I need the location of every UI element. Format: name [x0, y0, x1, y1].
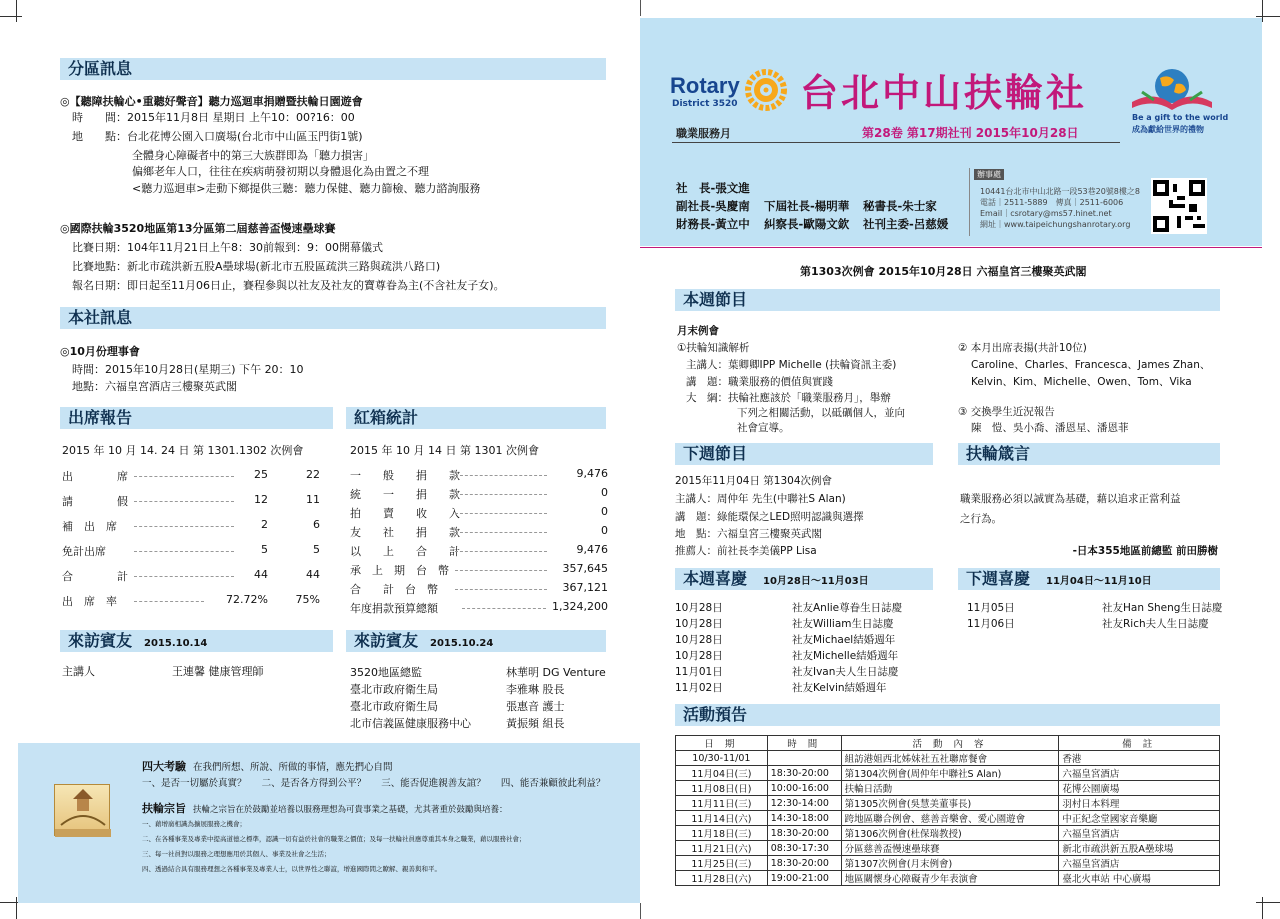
- red-box-label: 統 一 捐 款: [350, 488, 460, 501]
- this-week-outline: 大 綱：扶輪社應該於「職業服務月」，舉辦: [686, 392, 891, 404]
- attendance-value: 6: [313, 518, 320, 531]
- motto-author: -日本355地區前總監 前田勝樹: [1072, 545, 1218, 557]
- this-week-outline: 社會宣導。: [737, 422, 790, 434]
- schedule-note: 香港: [1059, 751, 1220, 766]
- honoree-names: Caroline、Charles、Francesca、James Zhan、: [971, 359, 1211, 371]
- event1-note: <聽力巡迴車>走動下鄉提供三聽：聽力保健、聽力篩檢、聽力諮詢服務: [132, 182, 481, 195]
- four-way-q1: 一、是否一切屬於真實？: [142, 778, 247, 789]
- schedule-note: 六福皇宮酒店: [1059, 826, 1220, 841]
- celebration-range: 10月28日～11月03日: [763, 576, 869, 587]
- motto-text: 職業服務必須以誠實為基礎，藉以追求正當利益: [960, 493, 1181, 505]
- four-way-q4: 四、能否兼顧彼此利益？: [500, 778, 606, 789]
- section-schedule: 活動預告: [675, 704, 1220, 726]
- schedule-date: 11月04日(三): [676, 766, 768, 781]
- attendance-value: 11: [306, 493, 320, 506]
- schedule-activity: 第1306次例會(杜保瑞教授): [841, 826, 1059, 841]
- schedule-time: 18:30-20:00: [767, 766, 841, 781]
- schedule-date: 11月28日(六): [676, 871, 768, 886]
- crop-mark: [16, 897, 17, 919]
- schedule-header: 日 期: [676, 736, 768, 751]
- celebration-text: 社友Michael結婚週年: [792, 634, 896, 646]
- event1-note: 偏鄉老年人口，往往在疾病萌發初期以身體退化為由置之不理: [132, 165, 429, 178]
- red-box-value: 367,121: [562, 581, 608, 594]
- crop-mark: [0, 16, 22, 17]
- section-district-news: 分區訊息: [60, 58, 606, 80]
- celebration-text: 社友William生日誌慶: [792, 618, 894, 630]
- officer-name: 糾察長-歐陽文欽: [764, 217, 850, 231]
- schedule-time: [767, 751, 841, 766]
- attendance-label: 請 假: [62, 495, 128, 508]
- celebration-date: 11月05日: [967, 602, 1015, 614]
- slogan-zh: 成為獻給世界的禮物: [1132, 125, 1204, 134]
- object-item: 一、藉增廣相識為擴展服務之機會；: [142, 820, 246, 828]
- section-red-box: 紅箱統計: [346, 407, 606, 429]
- celebration-title: 下週喜慶: [966, 569, 1031, 588]
- attendance-label: 補 出 席: [62, 520, 117, 533]
- celebration-text: 社友Ivan夫人生日誌慶: [792, 666, 899, 678]
- event1-note: 全體身心障礙者中的第三大族群即為「聽力損害」: [132, 149, 374, 162]
- this-week-speaker: 主講人：葉卿卿IPP Michelle (扶輪資訊主委): [686, 359, 897, 371]
- celebration-text: 社友Kelvin結婚週年: [792, 682, 887, 694]
- schedule-row: [676, 826, 1220, 841]
- object-text: 扶輪之宗旨在於鼓勵並培養以服務理想為可貴事業之基礎，尤其著重於鼓勵與培養：: [193, 805, 508, 815]
- officer-name: 下屆社長-楊明華: [764, 199, 850, 213]
- object-item: 三、每一社員對以服務之理想應用於其個人、事業及社會之生活；: [142, 850, 331, 858]
- attendance-value: 75%: [295, 593, 320, 606]
- club-news-heading: ◎10月份理事會: [60, 345, 140, 358]
- celebration-title: 本週喜慶: [683, 569, 748, 588]
- attendance-value: 12: [254, 493, 268, 506]
- meeting-line: 第1303次例會 2015年10月28日 六福皇宮三樓聚英武閣: [800, 265, 1087, 278]
- celebration-date: 10月28日: [675, 618, 723, 630]
- visitor-org: 3520地區總監: [350, 666, 422, 679]
- office-web: 網址｜www.taipeichungshanrotary.org: [980, 220, 1131, 229]
- exchange-students: 陳 愷、吳小喬、潘恩星、潘恩菲: [971, 422, 1129, 434]
- visitor-org: 北市信義區健康服務中心: [350, 717, 471, 730]
- visitor-org: 臺北市政府衛生局: [350, 700, 438, 713]
- office-label: 辦事處: [974, 169, 1004, 180]
- attendance-value: 5: [261, 543, 268, 556]
- red-box-label: 年度捐款預算總額: [350, 602, 438, 615]
- section-next-week: 下週節目: [675, 443, 933, 465]
- red-box-label: 友 社 捐 款: [350, 526, 460, 539]
- red-box-label: 合 計 台 幣: [350, 583, 438, 596]
- office-phone: 電話｜2511-5889 傳真｜2511-6006: [980, 198, 1124, 207]
- schedule-date: 11月14日(六): [676, 811, 768, 826]
- schedule-date: 11月21日(六): [676, 841, 768, 856]
- red-box-value: 0: [601, 486, 608, 499]
- club-news-time: 時間：2015年10月28日(星期三) 下午 20：10: [72, 363, 304, 376]
- celebration-date: 11月06日: [967, 618, 1015, 630]
- event2-date: 比賽日期：104年11月21日上午8：30前報到：9：00開幕儀式: [72, 241, 383, 254]
- celebration-date: 11月01日: [675, 666, 723, 678]
- schedule-header: 時 間: [767, 736, 841, 751]
- header-rule: [672, 142, 1120, 143]
- red-box-value: 357,645: [562, 562, 608, 575]
- section-motto: 扶輪箴言: [958, 443, 1220, 465]
- this-week-item: ①扶輪知識解析: [677, 342, 750, 354]
- attendance-value: 2: [261, 518, 268, 531]
- schedule-activity: 分區慈善盃慢速壘球賽: [841, 841, 1059, 856]
- officer-name: 社 長-張文進: [676, 181, 750, 195]
- event2-signup: 報名日期：即日起至11月06日止，賽程參與以社友及社友的寶尊眷為主(不含社友子女)。: [72, 279, 505, 292]
- schedule-time: 10:00-16:00: [767, 781, 841, 796]
- schedule-date: 10/30-11/01: [676, 751, 768, 766]
- red-box-label: 承 上 期 台 幣: [350, 564, 449, 577]
- object-item: 四、透過結合具有服務理想之各種事業及專業人士，以世界性之聯誼，增進國際間之瞭解、親善與和平。: [142, 865, 441, 873]
- this-week-item: ② 本月出席表揚(共計10位): [958, 342, 1087, 354]
- celebration-text: 社友Rich夫人生日誌慶: [1102, 618, 1209, 630]
- four-way-q3: 三、能否促進親善友誼？: [381, 778, 486, 789]
- schedule-note: 六福皇宮酒店: [1059, 766, 1220, 781]
- celebration-text: 社友Anlie尊眷生日誌慶: [792, 602, 903, 614]
- schedule-time: 08:30-17:30: [767, 841, 841, 856]
- motto-text: 之行為。: [960, 513, 1002, 525]
- schedule-note: 中正紀念堂國家音樂廳: [1059, 811, 1220, 826]
- section-next-week-celebration: [958, 568, 1220, 590]
- celebration-text: 社友Han Sheng生日誌慶: [1102, 602, 1223, 614]
- schedule-activity: 第1307次例會(月末例會): [841, 856, 1059, 871]
- schedule-note: 臺北火車站 中心廣場: [1059, 871, 1220, 886]
- rotary-wordmark: Rotary: [670, 73, 740, 98]
- schedule-time: 14:30-18:00: [767, 811, 841, 826]
- rotary-wheel-icon: [744, 68, 788, 116]
- attendance-label: 免計出席: [62, 545, 106, 558]
- red-box-label: 一 般 捐 款: [350, 469, 460, 482]
- qr-code-icon: [1151, 178, 1207, 234]
- this-week-outline: 下列之相關活動，以砥礪個人，並向: [737, 407, 905, 419]
- four-way-text: 在我們所想、所說、所做的事情，應先捫心自問: [193, 762, 393, 773]
- event2-place: 比賽地點：新北市疏洪新五股A壘球場(新北市五股區疏洪三路與疏洪八路口): [72, 260, 441, 273]
- red-box-value: 9,476: [576, 543, 608, 556]
- section-this-week: 本週節目: [675, 289, 1220, 311]
- schedule-row: [676, 766, 1220, 781]
- visitor-name: 黃振頻 組長: [506, 717, 565, 730]
- honoree-names: Kelvin、Kim、Michelle、Owen、Tom、Vika: [971, 376, 1192, 388]
- next-week-speaker: 主講人：周仲年 先生(中聯社S Alan): [675, 493, 846, 505]
- four-way-q2: 二、是否各方得到公平？: [261, 778, 367, 789]
- visitor-org: 臺北市政府衛生局: [350, 683, 438, 696]
- schedule-time: 18:30-20:00: [767, 826, 841, 841]
- officer-name: 社刊主委-呂慈媛: [863, 217, 949, 231]
- globe-logo-icon: [1124, 66, 1220, 116]
- crop-mark: [1256, 16, 1280, 17]
- attendance-subtitle: 2015 年 10 月 14. 24 日 第 1301.1302 次例會: [62, 444, 304, 457]
- schedule-row: [676, 796, 1220, 811]
- next-week-date: 2015年11月04日 第1304次例會: [675, 475, 833, 487]
- schedule-activity: 跨地區聯合例會、慈善音樂會、愛心園遊會: [841, 811, 1059, 826]
- schedule-table: [675, 735, 1220, 886]
- schedule-activity: 地區關懷身心障礙青少年表演會: [841, 871, 1059, 886]
- club-name: 台北中山扶輪社: [800, 71, 1088, 115]
- event1-heading: ◎【聽障扶輪心•重聽好聲音】聽力巡迴車捐贈暨扶輪日園遊會: [60, 95, 363, 108]
- schedule-activity: 扶輪日活動: [841, 781, 1059, 796]
- red-box-label: 拍 賣 收 入: [350, 507, 460, 520]
- schedule-row: [676, 811, 1220, 826]
- visitors-2-title: 來訪賓友: [354, 631, 419, 650]
- schedule-note: 新北市疏洪新五股A壘球場: [1059, 841, 1220, 856]
- visitors-1-title: 來訪賓友: [68, 631, 133, 650]
- section-visitors-1: [60, 630, 333, 652]
- crop-mark: [1262, 897, 1263, 919]
- masthead-rule: [640, 247, 1262, 248]
- schedule-time: 12:30-14:00: [767, 796, 841, 811]
- attendance-value: 72.72%: [226, 593, 268, 606]
- officer-name: 副社長-吳慶南: [676, 199, 750, 213]
- visitors-2-date: 2015.10.24: [430, 638, 494, 649]
- schedule-row: [676, 841, 1220, 856]
- event1-time: 時 間：2015年11月8日 星期日 上午10：00?16：00: [72, 111, 355, 124]
- attendance-value: 44: [254, 568, 268, 581]
- crop-mark: [1256, 902, 1280, 903]
- section-club-news: 本社訊息: [60, 307, 606, 329]
- celebration-date: 11月02日: [675, 682, 723, 694]
- this-week-topic: 講 題：職業服務的價值與實踐: [686, 376, 833, 388]
- crop-mark: [640, 0, 641, 16]
- schedule-time: 18:30-20:00: [767, 856, 841, 871]
- crop-mark: [1262, 0, 1263, 22]
- visitor-name: 林華明 DG Venture: [506, 666, 606, 679]
- attendance-label: 合 計: [62, 570, 128, 583]
- visitors-1-date: 2015.10.14: [144, 638, 208, 649]
- divider: [969, 168, 970, 236]
- object-title: 扶輪宗旨: [142, 802, 186, 815]
- office-email: Email｜csrotary@ms57.hinet.net: [980, 209, 1112, 218]
- schedule-header: 備 註: [1059, 736, 1220, 751]
- crop-mark: [640, 903, 641, 919]
- attendance-label: 出 席: [62, 470, 128, 483]
- schedule-note: 羽村日本料理: [1059, 796, 1220, 811]
- celebration-range: 11月04日～11月10日: [1046, 576, 1152, 587]
- celebration-date: 10月28日: [675, 650, 723, 662]
- schedule-note: 六福皇宮酒店: [1059, 856, 1220, 871]
- this-week-item: ③ 交換學生近況報告: [958, 406, 1055, 418]
- red-box-value: 1,324,200: [552, 600, 608, 613]
- theme-month: 職業服務月: [676, 127, 731, 140]
- this-week-heading: 月末例會: [677, 325, 719, 337]
- schedule-row: [676, 871, 1220, 886]
- red-box-label: 以 上 合 計: [350, 545, 460, 558]
- schedule-activity: 第1305次例會(吳慧美董事長): [841, 796, 1059, 811]
- schedule-activity: 組訪港姐西北姊妹社五社聯席餐會: [841, 751, 1059, 766]
- celebration-date: 10月28日: [675, 634, 723, 646]
- schedule-date: 11月25日(三): [676, 856, 768, 871]
- red-box-subtitle: 2015 年 10 月 14 日 第 1301 次例會: [350, 444, 539, 457]
- crop-mark: [16, 0, 17, 22]
- attendance-value: 25: [254, 468, 268, 481]
- schedule-activity: 第1304次例會(周仲年中聯社S Alan): [841, 766, 1059, 781]
- club-news-place: 地點：六福皇宮酒店三樓聚英武閣: [72, 380, 237, 393]
- next-week-topic: 講 題：綠能環保之LED照明認識與選擇: [675, 511, 864, 523]
- visitor-role: 主講人: [62, 665, 95, 678]
- event2-heading: ◎國際扶輪3520地區第13分區第二屆慈善盃慢速壘球賽: [60, 222, 336, 235]
- schedule-row: [676, 751, 1220, 766]
- slogan-en: Be a gift to the world: [1132, 113, 1229, 122]
- four-way-title: 四大考驗: [142, 760, 186, 773]
- schedule-date: 11月18日(三): [676, 826, 768, 841]
- section-this-week-celebration: [675, 568, 933, 590]
- visitor-name: 王連馨 健康管理師: [172, 665, 264, 678]
- section-visitors-2: [346, 630, 606, 652]
- officer-name: 秘書長-朱士家: [863, 199, 937, 213]
- schedule-header: 活 動 內 容: [841, 736, 1059, 751]
- attendance-label: 出 席 率: [62, 595, 117, 608]
- section-attendance: 出席報告: [60, 407, 333, 429]
- dash-leader: [134, 601, 204, 602]
- red-box-value: 0: [601, 524, 608, 537]
- visitor-name: 李雅琳 股長: [506, 683, 565, 696]
- schedule-date: 11月11日(三): [676, 796, 768, 811]
- district-label: District 3520: [672, 99, 738, 109]
- next-week-place: 地 點：六福皇宮三樓聚英武閣: [675, 528, 822, 540]
- schedule-date: 11月08日(日): [676, 781, 768, 796]
- office-address: 10441台北市中山北路一段53巷20號8樓之8: [980, 187, 1140, 196]
- red-box-value: 9,476: [576, 467, 608, 480]
- next-week-recommender: 推薦人：前社長李美儀PP Lisa: [675, 545, 817, 557]
- schedule-time: 19:00-21:00: [767, 871, 841, 886]
- object-item: 二、在各種事業及專業中提高道德之標準，認識一切有益於社會的職業之價值；及每一扶輪社員應尊重其本身之職業，藉以服務社會；: [142, 835, 526, 843]
- schedule-note: 花博公園廣場: [1059, 781, 1220, 796]
- celebration-text: 社友Michelle結婚週年: [792, 650, 899, 662]
- event1-place: 地 點：台北花博公園入口廣場(台北市中山區玉門街1號): [72, 130, 363, 143]
- red-box-value: 0: [601, 505, 608, 518]
- schedule-row: [676, 856, 1220, 871]
- celebration-date: 10月28日: [675, 602, 723, 614]
- attendance-value: 22: [306, 468, 320, 481]
- issue-line: 第28卷 第17期社刊 2015年10月28日: [862, 126, 1079, 140]
- visitor-name: 張惠音 護士: [506, 700, 565, 713]
- officer-name: 財務長-黃立中: [676, 217, 750, 231]
- attendance-value: 5: [313, 543, 320, 556]
- temple-image: [54, 784, 110, 836]
- schedule-row: [676, 781, 1220, 796]
- attendance-value: 44: [306, 568, 320, 581]
